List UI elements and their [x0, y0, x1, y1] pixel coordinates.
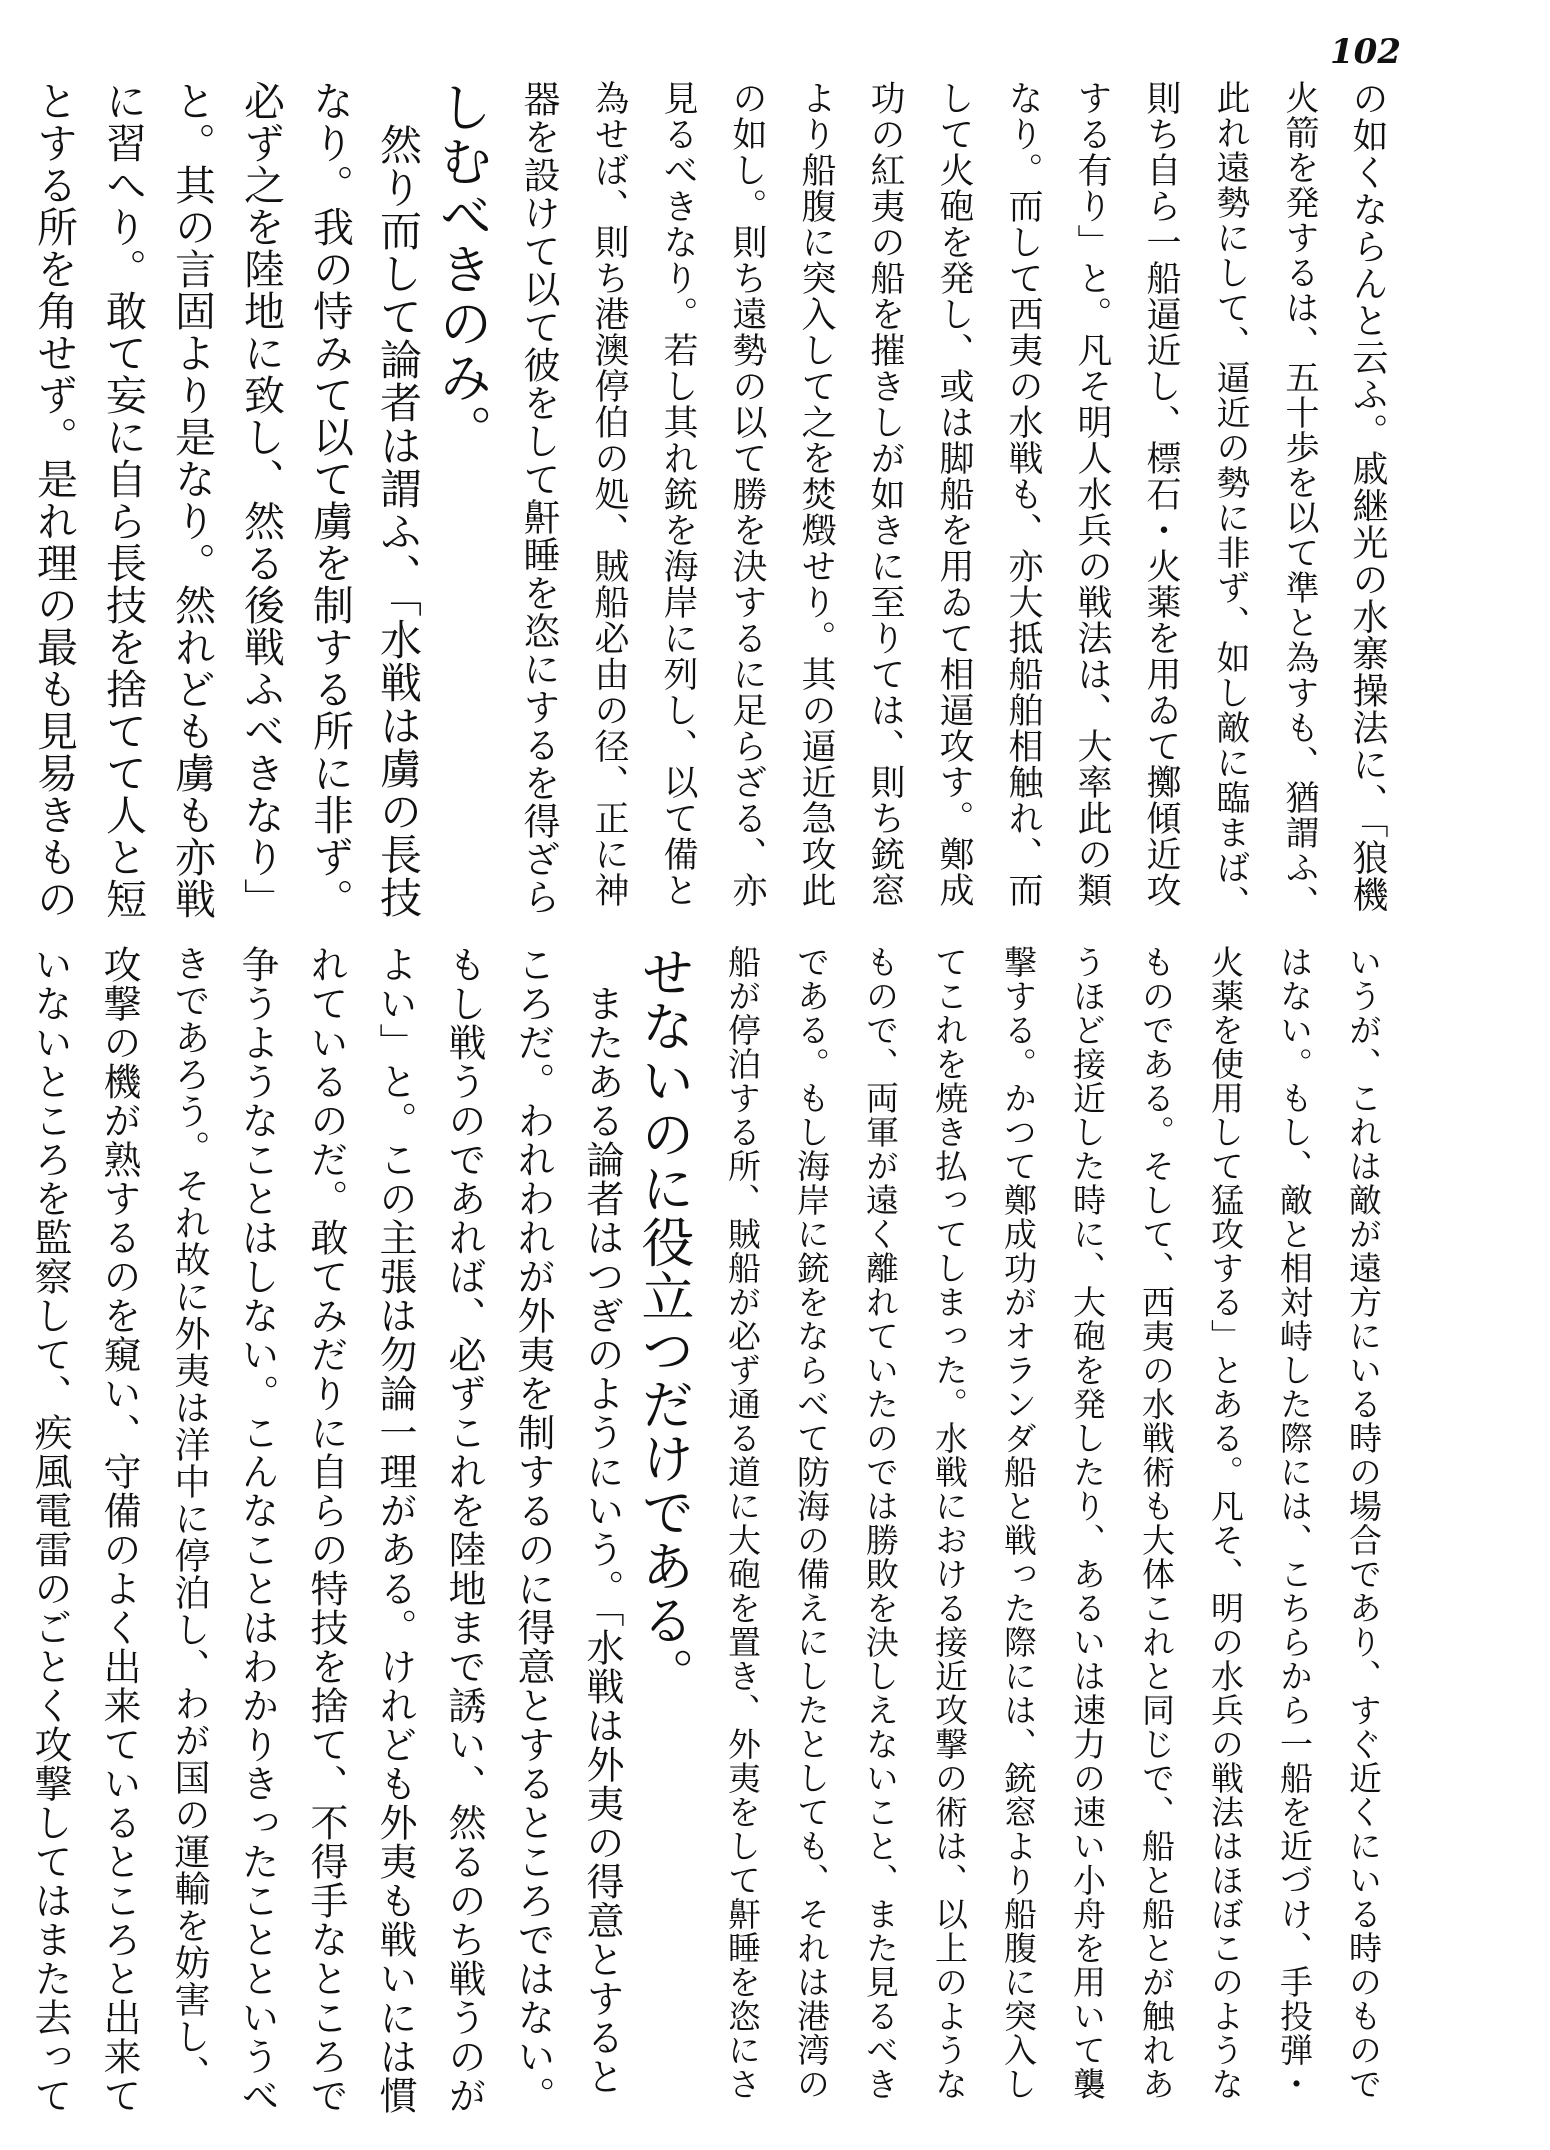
text-column: もし戦うのであれば、必ずこれを陸地まで誘い、然るのち戦うのが: [442, 945, 486, 2115]
text-column: 必ず之を陸地に致し、然る後戦ふべきなり」: [237, 80, 285, 920]
text-column: 火箭を発するは、五十歩を以て準と為すも、猶謂ふ、: [1279, 80, 1319, 920]
text-column: もので、両軍が遠く離れていたのでは勝敗を決しえないこと、また見るべき: [861, 945, 900, 2101]
text-column: とする所を角せず。是れ理の最も見易きもの: [30, 80, 78, 920]
text-column: と。其の言固より是なり。然れども虜も亦戦: [168, 80, 216, 920]
text-column: 功の紅夷の船を摧きしが如きに至りては、則ち銃窓: [865, 80, 905, 908]
text-column: きであろう。それ故に外夷は洋中に停泊し、わが国の運輸を妨害し、: [169, 945, 210, 2092]
text-column: 攻撃の機が熟するのを窺い、守備のよく出来ているところと出来て: [97, 945, 141, 2115]
text-column: の如くならんと云ふ。戚継光の水寨操法に、「狼機: [1347, 80, 1388, 913]
text-column: てこれを焼き払ってしまった。水戦における接近攻撃の術は、以上のような: [930, 945, 969, 2101]
text-column: する有り」と。凡そ明人水兵の戦法は、大率此の類: [1072, 80, 1112, 908]
text-column: ころだ。われわれが外夷を制するのに得意とするところではない。: [511, 945, 555, 2115]
text-column: いないところを監察して、疾風電雷のごとく攻撃してはまた去って: [28, 945, 72, 2115]
text-column: 此れ遠勢にして、逼近の勢に非ず、如し敵に臨まば、: [1210, 80, 1250, 920]
text-column: より船腹に突入して之を焚燬せり。其の逼近急攻此: [796, 80, 836, 908]
text-column: はない。もし、敵と相対峙した際には、こちらから一船を近づけ、手投弾・: [1275, 945, 1314, 2101]
text-column: の如し。則ち遠勢の以て勝を決するに足らざる、亦: [727, 80, 767, 908]
text-column: なり。我の恃みて以て虜を制する所に非ず。: [306, 80, 354, 920]
text-column: 争うようなことはしない。こんなことはわかりきったことというべ: [235, 945, 279, 2115]
text-column: しむべきのみ。: [431, 80, 492, 458]
text-column: 為せば、則ち港澳停伯の処、賊船必由の径、正に神: [589, 80, 629, 908]
text-column: よい」と。この主張は勿論一理がある。けれども外夷も戦いには慣: [373, 945, 417, 2115]
text-column: 則ち自ら一船逼近し、標石・火薬を用ゐて擲傾近攻: [1141, 80, 1181, 908]
text-column: 器を設けて以て彼をして鼾睡を恣にするを得ざら: [517, 80, 560, 916]
text-column: に習へり。敢て妄に自ら長技を捨てて人と短: [99, 80, 147, 920]
text-column: またある論者はつぎのようにいう。「水戦は外夷の得意とすると: [580, 945, 624, 2096]
text-column: である。もし海岸に銃をならべて防海の備えにしたとしても、それは港湾の: [792, 945, 831, 2101]
text-column: 船が停泊する所、賊船が必ず通る道に大砲を置き、外夷をして鼾睡を恣にさ: [723, 945, 762, 2101]
text-column: せないのに役立つだけである。: [633, 945, 694, 1701]
text-column: いうが、これは敵が遠方にいる時の場合であり、すぐ近くにいる時のもので: [1344, 945, 1383, 2101]
text-column: うほど接近した時に、大砲を発したり、あるいは速力の速い小舟を用いて襲: [1068, 945, 1107, 2101]
text-column: れているのだ。敢てみだりに自らの特技を捨て、不得手なところで: [304, 945, 348, 2115]
text-column: 然り而して論者は謂ふ、「水戦は虜の長技: [374, 80, 423, 919]
text-column: 火薬を使用して猛攻する」とある。凡そ、明の水兵の戦法はほぼこのような: [1206, 945, 1245, 2101]
text-column: して火砲を発し、或は脚船を用ゐて相逼攻す。鄭成: [934, 80, 974, 908]
page-number: 102: [1330, 32, 1401, 72]
text-column: 撃する。かつて鄭成功がオランダ船と戦った際には、銃窓より船腹に突入し: [999, 945, 1038, 2101]
text-column: なり。而して西夷の水戦も、亦大抵船舶相触れ、而: [1003, 80, 1043, 908]
text-column: ものである。そして、西夷の水戦術も大体これと同じで、船と船とが触れあ: [1137, 945, 1176, 2101]
text-column: 見るべきなり。若し其れ銃を海岸に列し、以て備と: [658, 80, 698, 908]
